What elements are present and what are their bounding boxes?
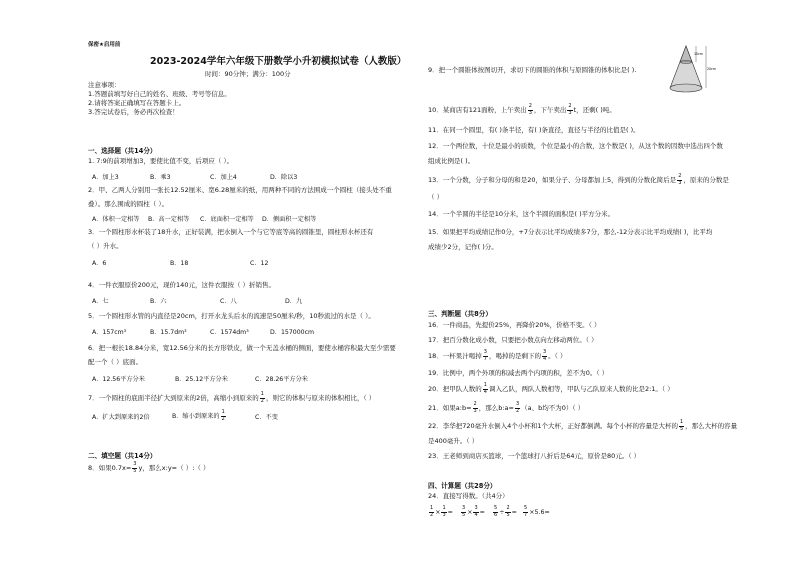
q7-option-a: A．扩大到原来的2倍 (92, 414, 150, 421)
question-15-line1: 15．如果把平均成绩记作0分，+7分表示比平均成绩多7分，那么-12分表示比平均成绩( )，比平均 (428, 228, 713, 236)
question-12-line2: 组成比例是( )。 (428, 157, 475, 165)
question-22-line1: 22．李华把720毫升水倒入4个小杯和1个大杯，正好都倒满。每个小杯的容量是大杯的 $\frac{1}{5}$ ，那么大杯的容量 (428, 419, 738, 432)
cone-height-label: 20cm (707, 67, 716, 71)
fraction: $\frac{2}{3}$ (473, 401, 477, 414)
question-9: 9．把一个圆锥体按图切开，求切下的圆锥的体积与原圆锥的体积比是( ). (428, 66, 637, 74)
fraction: $\frac{1}{5}$ (679, 419, 684, 432)
q3-option-b: B．18 (170, 260, 189, 267)
q2-option-d: D．侧面积一定相等 (262, 216, 317, 223)
fraction: $\frac{1}{2}$ (430, 505, 434, 518)
question-15-line2: 成绩少2分，记作( )分。 (428, 243, 498, 251)
question-13-answer: （ ） (428, 193, 444, 201)
fraction: $\frac{5}{7}$ (524, 505, 528, 518)
question-12-line1: 12．一个两位数，十位是最小的质数，个位是最小的合数，这个数是( )，从这个数的因数中选出四个数 (428, 142, 723, 150)
fraction: $\frac{3}{4}$ (474, 505, 478, 518)
page-title: 2023-2024学年六年级下册数学小升初模拟试卷（人教版） (150, 56, 407, 67)
question-10: 10．某商店有121面粉，上午卖出 $\frac{2}{3}$ ，下午卖出 $\frac{2}{3}$ t，还剩( )吨。 (428, 103, 616, 116)
question-19: 19．比例中，两个外项的积减去两个内项的积，差不为0。（ ） (428, 369, 609, 377)
q4-option-d: D．九 (285, 298, 303, 305)
q5-option-a: A．157cm³ (92, 329, 127, 336)
question-18: 18．一杯果汁喝掉 $\frac{3}{7}$ ，喝掉的是剩下的 $\frac{3}{4}$ 。（ ） (428, 349, 567, 362)
q2-option-c: C．底面积一定相等 (200, 216, 254, 223)
question-1: 1. 7:9的前项增加3，要使比值不变，后项应（ ）。 (88, 157, 234, 165)
q3-option-a: A．6 (92, 260, 107, 267)
q6-option-c: C．28.26平方分米 (255, 376, 308, 383)
fraction: $\frac{2}{3}$ (678, 173, 682, 186)
q5-option-d: D．157000cm (270, 329, 315, 336)
q1-option-b: B．乘3 (150, 174, 171, 181)
fraction: $\frac{1}{4}$ (483, 382, 487, 395)
question-21: 21．如果a:b= $\frac{2}{3}$ ，那么b:a= $\frac{3}{2}$ （a、b均不为0）（ ） (428, 401, 585, 414)
calc-item-1: $\frac{1}{2}$ × $\frac{1}{3}$ = (430, 505, 453, 518)
q1-option-d: D．除以3 (270, 174, 298, 181)
q1-option-c: C．加上4 (210, 174, 237, 181)
question-24: 24．直接写得数。（共4分） (428, 492, 509, 500)
note-item: 2.请将答案正确填写在答题卡上。 (88, 99, 186, 107)
fraction: $\frac{2}{3}$ (528, 103, 532, 116)
note-item: 1.答题前填写好自己的姓名、班级、考号等信息。 (88, 90, 231, 98)
fraction: $\frac{1}{2}$ (221, 409, 225, 422)
fraction: $\frac{5}{6}$ (494, 505, 498, 518)
q5-option-c: C．1574dm³ (210, 329, 249, 336)
section-heading-2: 二、填空题（共14分） (88, 452, 157, 460)
cone-side-label: 10cm (694, 52, 703, 56)
q4-option-b: B．六 (150, 298, 167, 305)
question-22-line2: 是400毫升。（ ） (428, 437, 479, 445)
calc-item-4: $\frac{5}{7}$ ×5.6= (524, 505, 550, 518)
question-3-line1: 3．一个圆柱形水杯装了18升水，正好装满，把水倒入一个与它等底等高的圆锥里，圆柱形水杯还有 (88, 228, 374, 236)
fraction: $\frac{1}{2}$ (260, 391, 264, 404)
calc-item-3: $\frac{5}{6}$ ÷ $\frac{2}{5}$ = (494, 505, 517, 518)
cone-figure (660, 40, 716, 98)
fraction: $\frac{3}{4}$ (542, 349, 547, 362)
question-17: 17．把百分数化成小数，只要把小数点向左移动两位。（ ） (428, 336, 598, 344)
calc-item-2: $\frac{3}{5}$ × $\frac{3}{4}$ = (462, 505, 485, 518)
question-23: 23．王老师到商店买篮球，一个篮球打八折后是64元，原价是80元。（ ） (428, 452, 641, 460)
q7-option-b: B．缩小到原来的 $\frac{1}{2}$ (172, 409, 225, 422)
q7-option-c: C．不变 (255, 414, 278, 421)
question-13: 13．一个分数，分子和分母的和是20，如果分子、分母都加上5，得到的分数化简后是 $\frac{2}{3}$ ，原来的分数是 (428, 173, 729, 186)
question-11: 11．在同一个圆里，有( )条半径，有( )条直径，直径与半径的比值是( )。 (428, 126, 640, 134)
question-6-line2: 配一个（ ）底面。 (88, 358, 143, 366)
fraction: $\frac{3}{5}$ (462, 505, 466, 518)
q1-option-a: A．加上3 (92, 174, 119, 181)
fraction: $\frac{1}{3}$ (442, 505, 446, 518)
q4-option-a: A．七 (92, 298, 109, 305)
q3-option-c: C．12 (250, 260, 269, 267)
q2-option-b: B．高一定相等 (148, 216, 190, 223)
question-8: 8．如果0.7x= $\frac{3}{5}$ y，那么x:y=（ ）:（ ） (88, 461, 210, 474)
exam-meta: 时间：90分钟；满分：100分 (205, 70, 291, 78)
section-heading-3: 三、判断题（共8分） (428, 310, 492, 318)
question-6-line1: 6．把一根长18.84分米，宽12.56分米的长方形铁皮，做一个无盖水桶的侧面，要使水桶容积最大至少需要 (88, 344, 396, 352)
question-16: 16．一件商品，先提价25%，再降价20%，价格不变。（ ） (428, 321, 601, 329)
fraction: $\frac{2}{5}$ (506, 505, 510, 518)
section-heading-4: 四、计算题（共28分） (428, 482, 497, 490)
q6-option-a: A．12.56平方分米 (92, 376, 145, 383)
question-5: 5．一个圆柱形水管的内直径是20cm，打开水龙头后水的流速是50厘米/秒，10秒流过的水是（ ）。 (88, 312, 375, 320)
question-3-line2: （ ）升水。 (88, 242, 123, 250)
question-20: 20．把甲队人数的 $\frac{1}{4}$ 调入乙队，两队人数相等，甲队与乙队原来人数的比是2:1。（ ） (428, 382, 674, 395)
q2-option-a: A．体积一定相等 (92, 216, 140, 223)
fraction: $\frac{3}{2}$ (515, 401, 520, 414)
question-2-line1: 2．甲、乙两人分别用一张长12.52厘米、宽6.28厘米的纸，用两种不同的方法围成一个圆柱（接头处不重 (88, 186, 392, 194)
fraction: $\frac{3}{7}$ (483, 349, 487, 362)
notes-heading: 注意事项： (88, 81, 121, 89)
question-7: 7．一个圆柱的底面半径扩大到原来的2倍，高缩小到原来的 $\frac{1}{2}$ ，则它的体积与原来的体积相比，（ ） (88, 391, 376, 404)
question-2-line2: 叠）。那么围成的圆柱（ ）。 (88, 200, 169, 208)
q4-option-c: C．八 (220, 298, 237, 305)
section-heading-1: 一、选择题（共14分） (88, 147, 157, 155)
q6-option-b: B．25.12平方分米 (175, 376, 228, 383)
fraction: $\frac{2}{3}$ (568, 103, 572, 116)
fraction: $\frac{3}{5}$ (133, 461, 137, 474)
question-14: 14．一个半圆的半径是10分米，这个半圆的面积是( )平方分米。 (428, 210, 615, 218)
question-4: 4．一件衣服原价200元，现价140元，这件衣服按（ ）折销售。 (88, 281, 276, 289)
q5-option-b: B．15.7dm³ (150, 329, 187, 336)
secret-mark: 保密★启用前 (88, 42, 121, 48)
note-item: 3.答完试卷后，务必再次检查！ (88, 108, 179, 116)
